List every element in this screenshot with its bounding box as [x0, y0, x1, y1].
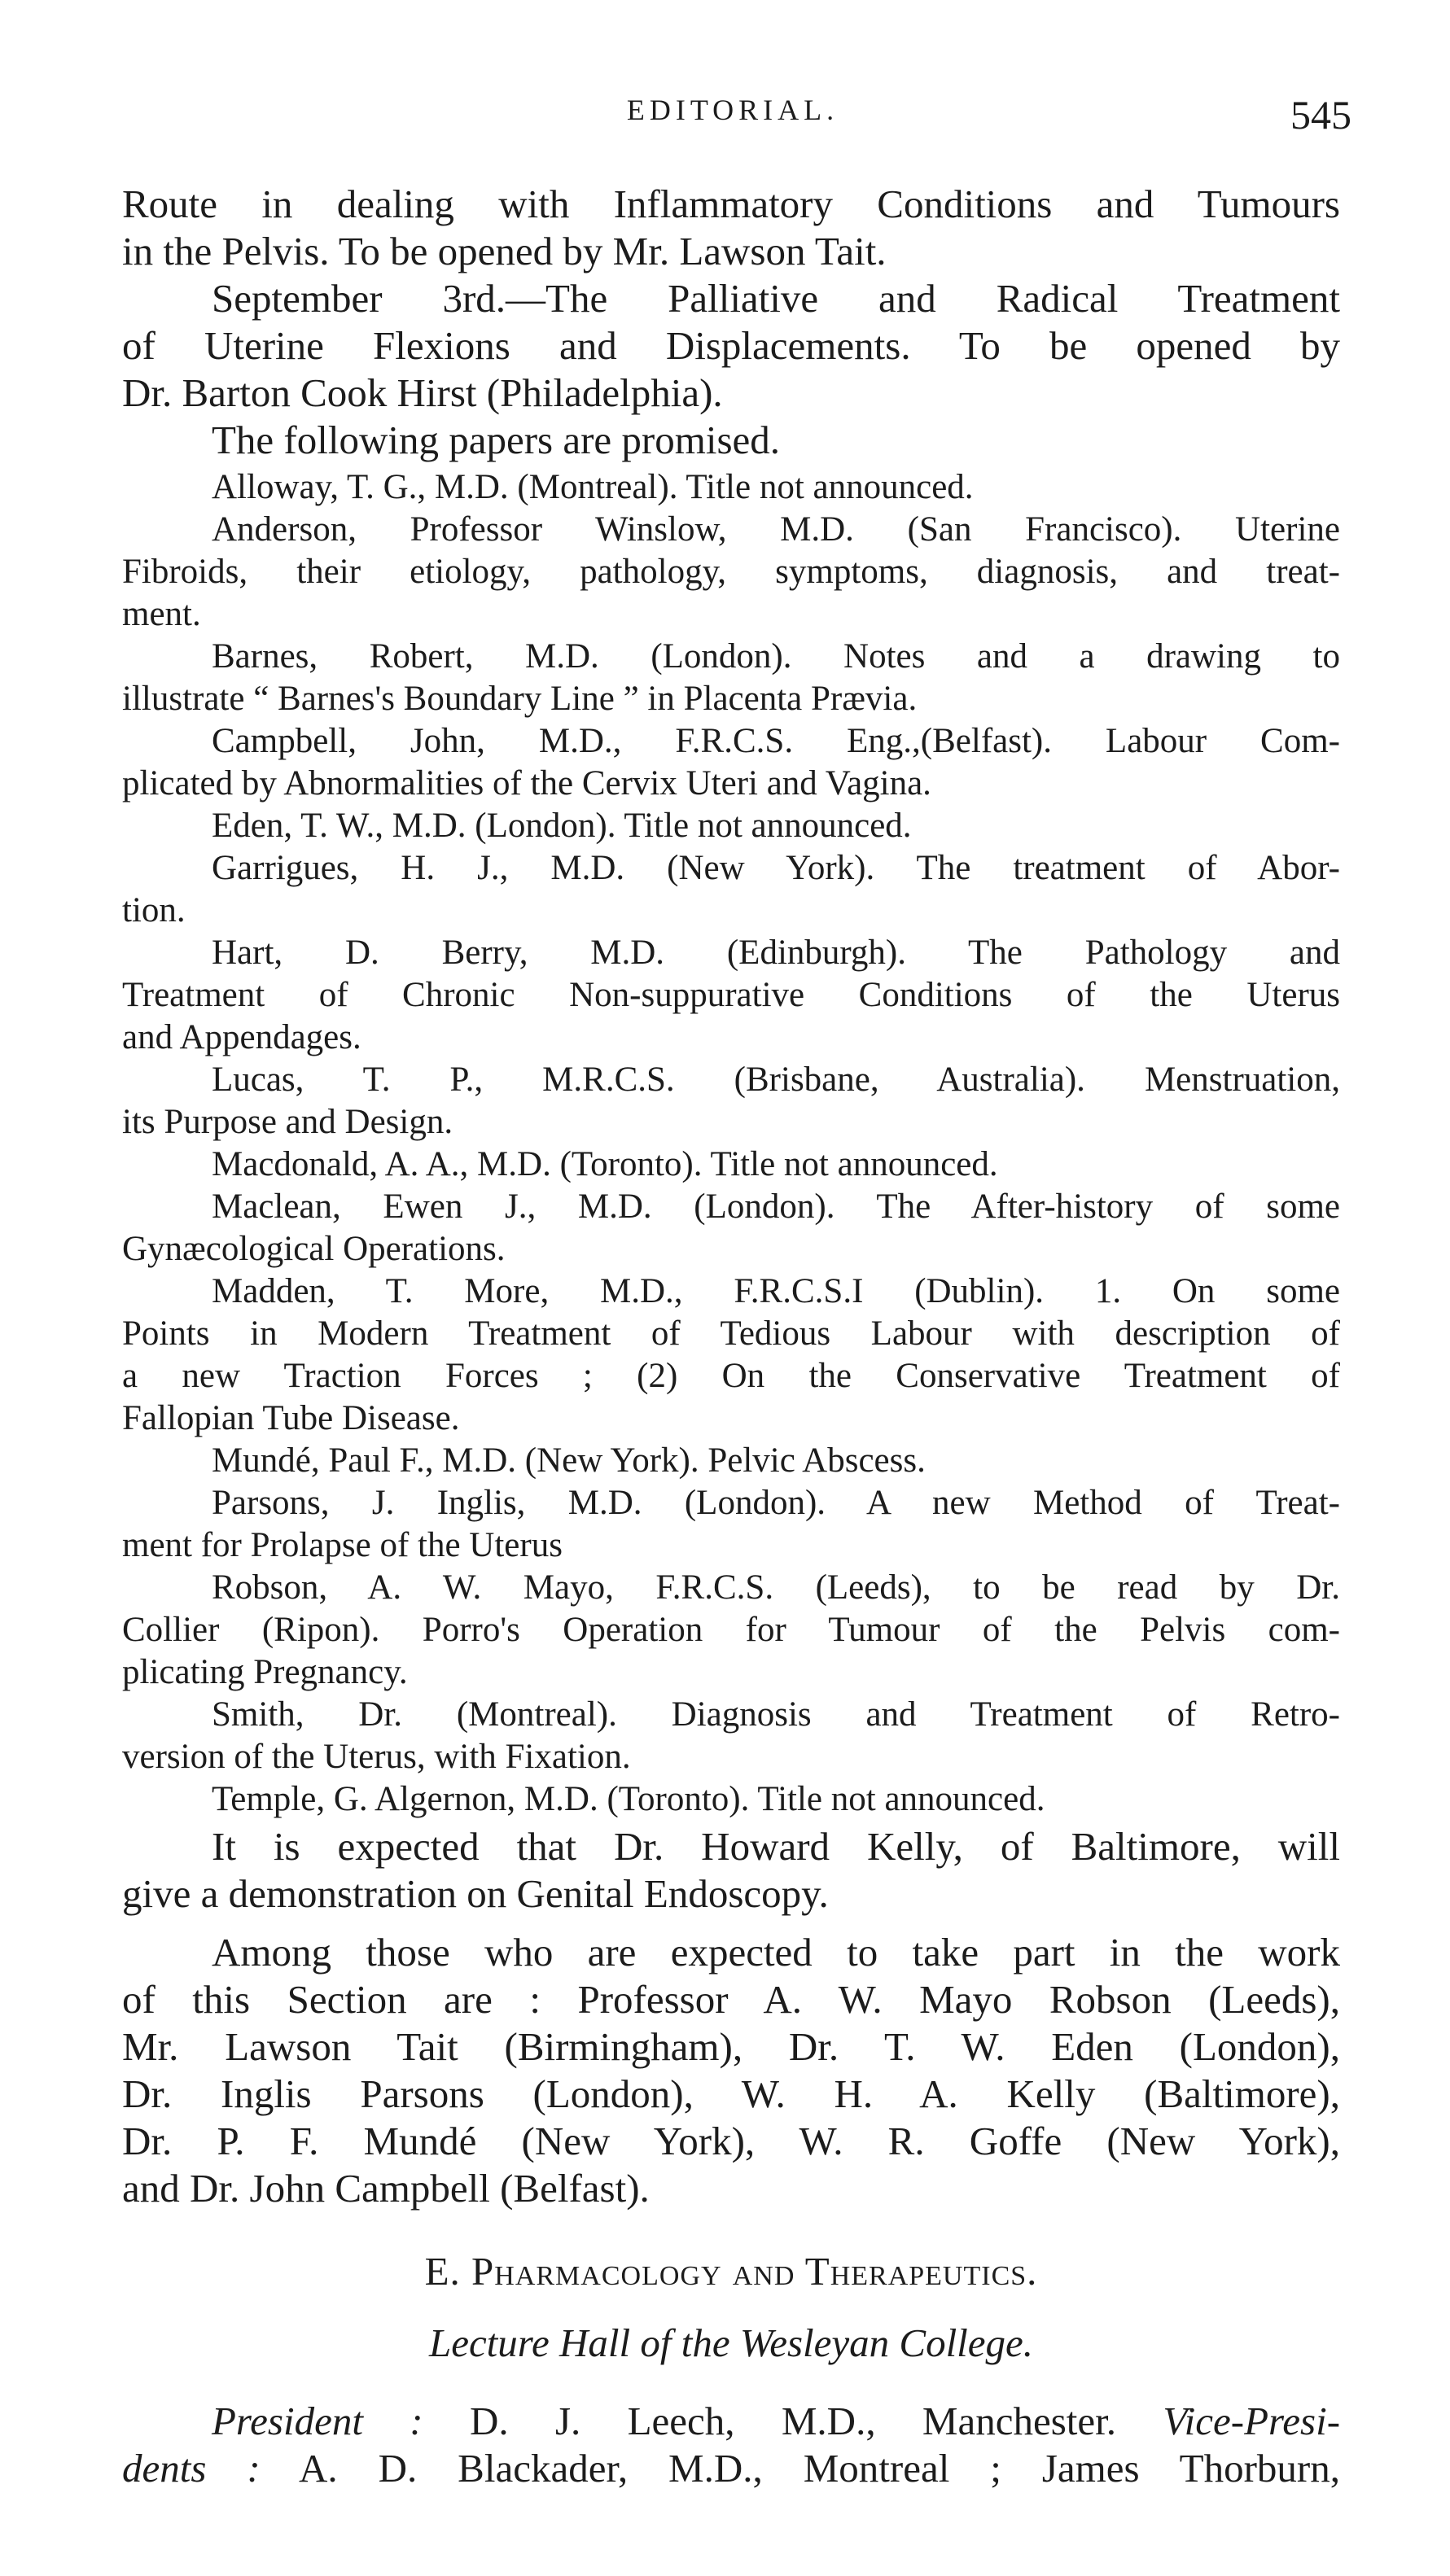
vice-presidents-text: A. D. Blackader, M.D., Montreal ; James Thorburn,	[260, 2446, 1341, 2491]
text-line: in the Pelvis. To be opened by Mr. Lawson Tait.	[122, 229, 887, 273]
page-number: 545	[1290, 92, 1351, 138]
vice-presidents-label: Vice-Presi-	[1163, 2399, 1341, 2443]
text-line: ment.	[122, 595, 201, 633]
text-line: give a demonstration on Genital Endoscopy.	[122, 1871, 829, 1916]
text-line: of Uterine Flexions and Displacements. To be opened by	[122, 323, 1340, 368]
text-line: Fibroids, their etiology, pathology, symptoms, diagnosis, and treat-	[122, 553, 1340, 591]
text-line: and Dr. John Campbell (Belfast).	[122, 2166, 650, 2211]
text-line: version of the Uterus, with Fixation.	[122, 1738, 631, 1776]
text-line: Smith, Dr. (Montreal). Diagnosis and Treatment of Retro-	[212, 1695, 1340, 1734]
president-label: President :	[212, 2399, 423, 2443]
text-line: Parsons, J. Inglis, M.D. (London). A new Method of Treat-	[212, 1484, 1340, 1522]
text-line: Mundé, Paul F., M.D. (New York). Pelvic Abscess.	[212, 1441, 926, 1480]
text-line: Campbell, John, M.D., F.R.C.S. Eng.,(Belfast). Labour Com-	[212, 722, 1340, 760]
text-line: a new Traction Forces ; (2) On the Conservative Treatment of	[122, 1357, 1340, 1395]
text-line: Eden, T. W., M.D. (London). Title not announced.	[212, 807, 912, 845]
text-line: of this Section are : Professor A. W. Mayo Robson (Leeds),	[122, 1977, 1340, 2022]
officers-line	[212, 2398, 1340, 2444]
text-line: plicated by Abnormalities of the Cervix Uteri and Vagina.	[122, 764, 931, 803]
text-line: its Purpose and Design.	[122, 1103, 453, 1141]
running-title: EDITORIAL.	[626, 94, 839, 126]
text-line: Alloway, T. G., M.D. (Montreal). Title not announced.	[212, 468, 974, 506]
officers-line	[122, 2445, 1340, 2491]
text-line: Points in Modern Treatment of Tedious Labour with description of	[122, 1314, 1340, 1353]
text-line: Maclean, Ewen J., M.D. (London). The After-history of some	[212, 1187, 1340, 1226]
text-line: tion.	[122, 891, 186, 929]
text-line: Hart, D. Berry, M.D. (Edinburgh). The Pathology and	[212, 934, 1340, 972]
text-line: Macdonald, A. A., M.D. (Toronto). Title not announced.	[212, 1145, 998, 1183]
text-line: ment for Prolapse of the Uterus	[122, 1526, 563, 1564]
text-line: and Appendages.	[122, 1018, 361, 1056]
text-line: September 3rd.—The Palliative and Radical Treatment	[212, 276, 1340, 321]
text-line: The following papers are promised.	[212, 418, 781, 462]
text-line: illustrate “ Barnes's Boundary Line ” in Placenta Prævia.	[122, 680, 918, 718]
text-line: Dr. Barton Cook Hirst (Philadelphia).	[122, 370, 723, 415]
text-line: Madden, T. More, M.D., F.R.C.S.I (Dublin). 1. On some	[212, 1272, 1340, 1310]
text-line: It is expected that Dr. Howard Kelly, of Baltimore, will	[212, 1824, 1340, 1869]
text-line: Dr. P. F. Mundé (New York), W. R. Goffe (New York),	[122, 2119, 1340, 2163]
text-line: Garrigues, H. J., M.D. (New York). The treatment of Abor-	[212, 849, 1340, 887]
president-text: D. J. Leech, M.D., Manchester.	[423, 2399, 1163, 2443]
section-heading: E. Pharmacology and Therapeutics.	[424, 2249, 1038, 2294]
text-line: Fallopian Tube Disease.	[122, 1399, 460, 1437]
text-line: Lucas, T. P., M.R.C.S. (Brisbane, Australia). Menstruation,	[212, 1061, 1340, 1099]
text-line: plicating Pregnancy.	[122, 1653, 408, 1691]
section-venue: Lecture Hall of the Wesleyan College.	[428, 2320, 1034, 2365]
text-line: Anderson, Professor Winslow, M.D. (San Francisco). Uterine	[212, 510, 1340, 549]
text-line: Temple, G. Algernon, M.D. (Toronto). Title not announced.	[212, 1780, 1045, 1818]
text-line: Dr. Inglis Parsons (London), W. H. A. Kelly (Baltimore),	[122, 2071, 1340, 2116]
text-line: Gynæcological Operations.	[122, 1230, 506, 1268]
text-line: Collier (Ripon). Porro's Operation for Tumour of the Pelvis com-	[122, 1611, 1340, 1649]
text-line: Route in dealing with Inflammatory Conditions and Tumours	[122, 182, 1340, 226]
text-line: Robson, A. W. Mayo, F.R.C.S. (Leeds), to be read by Dr.	[212, 1568, 1340, 1607]
text-line: Barnes, Robert, M.D. (London). Notes and a drawing to	[212, 637, 1340, 676]
text-line: Treatment of Chronic Non-suppurative Conditions of the Uterus	[122, 976, 1340, 1014]
text-line: Among those who are expected to take part in the work	[212, 1930, 1340, 1975]
text-line: Mr. Lawson Tait (Birmingham), Dr. T. W. Eden (London),	[122, 2024, 1340, 2069]
vice-presidents-label-cont: dents :	[122, 2446, 261, 2491]
